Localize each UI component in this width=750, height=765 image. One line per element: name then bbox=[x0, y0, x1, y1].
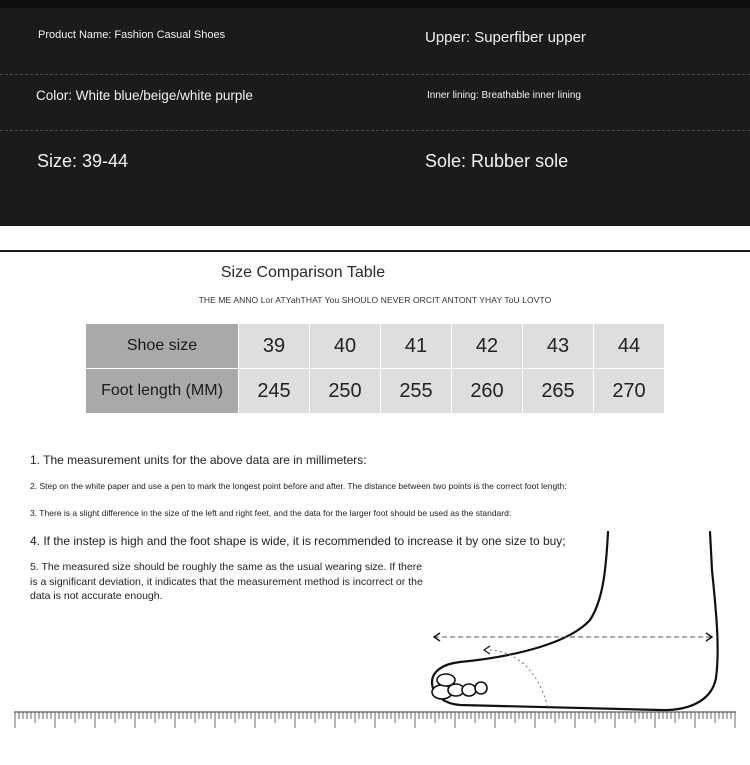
spec-inner-lining: Inner lining: Breathable inner lining bbox=[427, 90, 581, 101]
size-chart-subtitle: THE ME ANNO Lor ATYahTHAT You SHOULO NEVER ORCIT ANTONT YHAY ToU LOVTO bbox=[198, 295, 552, 305]
spec-size: Size: 39-44 bbox=[37, 151, 129, 171]
table-cell: 270 bbox=[594, 369, 665, 414]
table-cell: 44 bbox=[594, 324, 665, 369]
note-2: 2. Step on the white paper and use a pen to mark the longest point before and after. The distance between two points is the correct foot length: bbox=[30, 481, 567, 491]
table-cell: 255 bbox=[381, 369, 452, 414]
table-cell: 43 bbox=[523, 324, 594, 369]
table-cell: 250 bbox=[310, 369, 381, 414]
spec-divider bbox=[0, 74, 750, 75]
size-comparison-table bbox=[85, 323, 665, 414]
spec-upper: Upper: Superfiber upper bbox=[425, 29, 586, 46]
spec-color: Color: White blue/beige/white purple bbox=[36, 88, 253, 103]
table-cell: 41 bbox=[381, 324, 452, 369]
table-cell: 40 bbox=[310, 324, 381, 369]
size-chart-title: Size Comparison Table bbox=[220, 264, 386, 281]
shoe-size-header: Shoe size bbox=[86, 324, 239, 369]
spec-sole: Sole: Rubber sole bbox=[425, 151, 569, 171]
note-3: 3. There is a slight difference in the size of the left and right feet, and the data for the larger foot should be used as the standard: bbox=[30, 508, 512, 518]
note-5: 5. The measured size should be roughly the same as the usual wearing size. If there is a significant deviation, it indicates that the measurement method is incorrect or the data is not accurate enough. bbox=[30, 561, 423, 602]
ruler-icon bbox=[0, 700, 750, 740]
spec-product-name: Product Name: Fashion Casual Shoes bbox=[38, 29, 226, 41]
table-row bbox=[86, 369, 665, 414]
table-row bbox=[86, 324, 665, 369]
table-cell: 265 bbox=[523, 369, 594, 414]
table-cell: 39 bbox=[239, 324, 310, 369]
table-cell: 260 bbox=[452, 369, 523, 414]
note-1: 1. The measurement units for the above data are in millimeters: bbox=[30, 453, 367, 467]
foot-length-header: Foot length (MM) bbox=[86, 369, 239, 414]
note-4: 4. If the instep is high and the foot shape is wide, it is recommended to increase it by one size to buy; bbox=[30, 534, 566, 548]
spec-divider bbox=[0, 130, 750, 131]
table-cell: 245 bbox=[239, 369, 310, 414]
table-cell: 42 bbox=[452, 324, 523, 369]
